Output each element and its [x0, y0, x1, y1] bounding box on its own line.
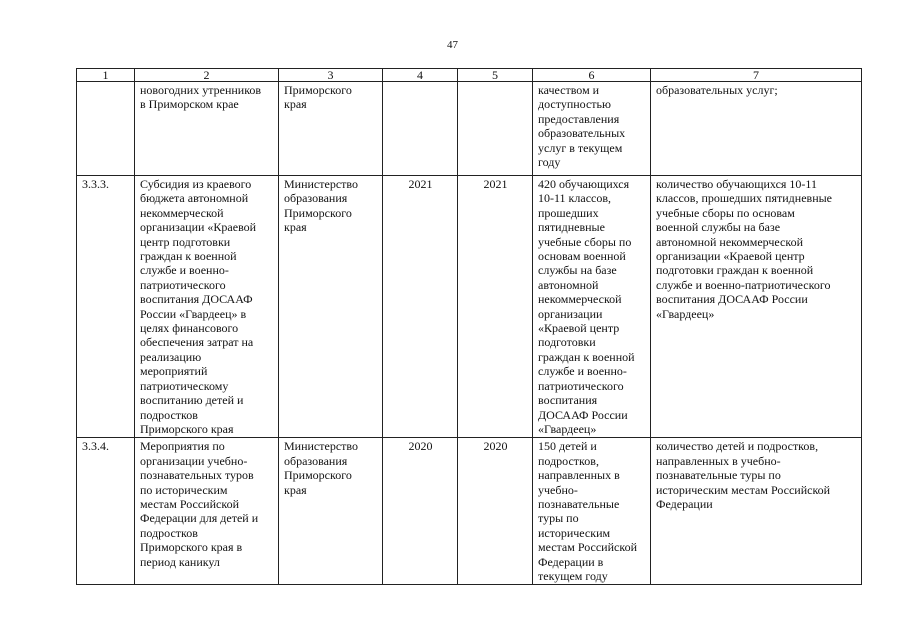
start-year-cell [383, 82, 458, 176]
indicator-cell: образовательных услуг; [651, 82, 862, 176]
start-year-cell: 2020 [383, 438, 458, 585]
item-number-cell: 3.3.4. [77, 438, 135, 585]
indicator-cell: количество детей и подростков, направленных в учебно- познавательные туры по историческим местам Российской Федерации [651, 438, 862, 585]
column-header: 3 [279, 69, 383, 82]
activity-name-cell: Мероприятия по организации учебно- познавательных туров по историческим местам Российской Федерации для детей и подростков Приморского края в период каникул [135, 438, 279, 585]
column-header: 1 [77, 69, 135, 82]
table-row [77, 176, 862, 438]
column-number-row [77, 69, 862, 82]
page-number: 47 [447, 39, 458, 51]
expected-result-cell: качеством и доступностью предоставления образовательных услуг в текущем году [533, 82, 651, 176]
executor-cell: Министерство образования Приморского края [279, 438, 383, 585]
end-year-cell: 2021 [458, 176, 533, 438]
table-row [77, 82, 862, 176]
end-year-cell [458, 82, 533, 176]
column-header: 6 [533, 69, 651, 82]
column-header: 7 [651, 69, 862, 82]
expected-result-cell: 420 обучающихся 10-11 классов, прошедших пятидневные учебные сборы по основам военной службы на базе автономной некоммерческой организации «Краевой центр подготовки граждан к военной службе и военно- патриотического воспитания ДОСААФ России «Гвардеец» [533, 176, 651, 438]
expected-result-cell: 150 детей и подростков, направленных в учебно- познавательные туры по историческим местам Российской Федерации в текущем году [533, 438, 651, 585]
end-year-cell: 2020 [458, 438, 533, 585]
indicator-cell: количество обучающихся 10-11 классов, прошедших пятидневные учебные сборы по основам военной службы на базе автономной некоммерческой организации «Краевой центр подготовки граждан к военной службе и военно-патриотического воспитания ДОСААФ России «Гвардеец» [651, 176, 862, 438]
item-number-cell: 3.3.3. [77, 176, 135, 438]
activity-name-cell: Субсидия из краевого бюджета автономной некоммерческой организации «Краевой центр подготовки граждан к военной службе и военно- патриотического воспитания ДОСААФ России «Гвардеец» в целях финансового обеспечения затрат на реализацию мероприятий патриотическому воспитанию детей и подростков Приморского края [135, 176, 279, 438]
column-header: 4 [383, 69, 458, 82]
executor-cell: Приморского края [279, 82, 383, 176]
item-number-cell [77, 82, 135, 176]
executor-cell: Министерство образования Приморского края [279, 176, 383, 438]
start-year-cell: 2021 [383, 176, 458, 438]
column-header: 2 [135, 69, 279, 82]
column-header: 5 [458, 69, 533, 82]
table-row [77, 438, 862, 585]
activity-name-cell: новогодних утренников в Приморском крае [135, 82, 279, 176]
program-activities-table [76, 68, 862, 585]
